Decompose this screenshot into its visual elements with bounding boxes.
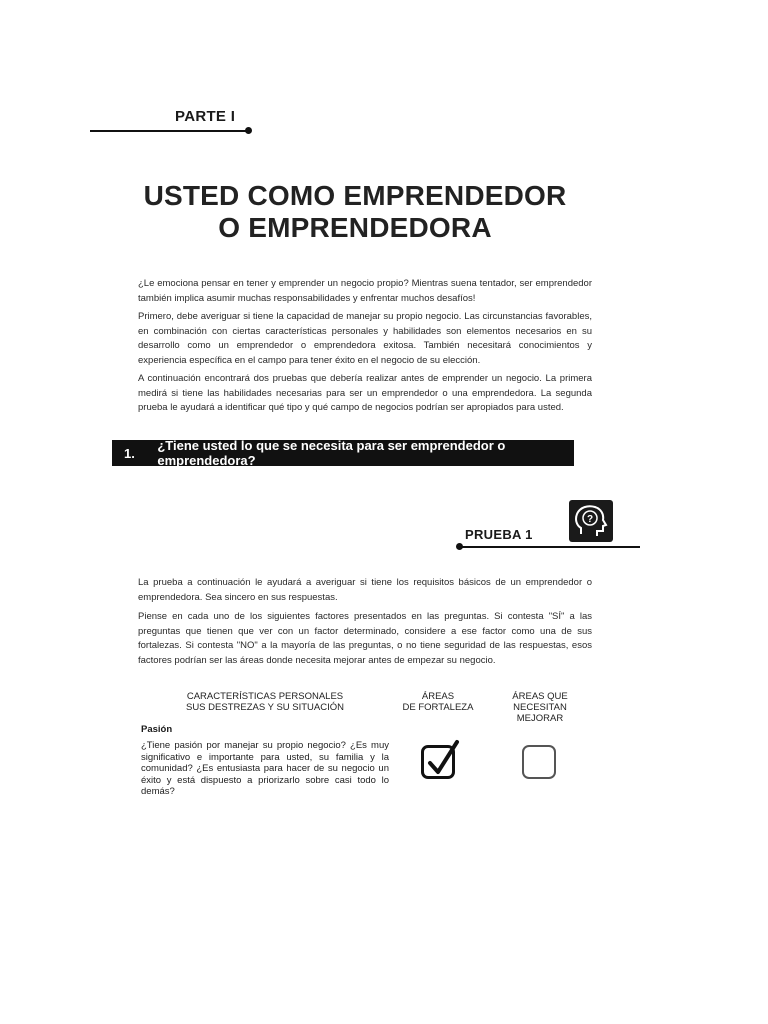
column-header-line: CARACTERÍSTICAS PERSONALES	[186, 691, 344, 702]
column-header-characteristics	[180, 691, 350, 713]
column-header-line: DE FORTALEZA	[402, 702, 474, 713]
section-heading-bar	[112, 440, 574, 466]
test-divider-dot	[456, 543, 463, 550]
part-divider	[90, 130, 250, 132]
svg-text:?: ?	[586, 514, 594, 525]
intro-paragraph: Primero, debe averiguar si tiene la capacidad de manejar su propio negocio. Las circunstancias favorables, en combinación con ciertas características personales y habilidades son elementos necesarios en su desarrollo como un emprendedor o emprendedora exitosa. También necesitará conocimientos y experiencia específica en el campo para tener éxito en el negocio de su elección.	[138, 311, 592, 366]
test-divider	[460, 546, 640, 548]
intro-paragraph: ¿Le emociona pensar en tener y emprender un negocio propio? Mientras suena tentador, ser emprendedor también implica asumir muchas responsabilidades y enfrentar muchos desafíos!	[138, 278, 592, 304]
column-header-line: SUS DESTREZAS Y SU SITUACIÓN	[185, 702, 345, 713]
part-label: PARTE I	[175, 108, 236, 125]
test-instructions	[138, 576, 592, 673]
column-header-line: ÁREAS QUE	[512, 691, 568, 702]
factor-question: ¿Tiene pasión por manejar su propio negocio? ¿Es muy significativo e importante para usted, su familia y la comunidad? ¿Es entusiasta para hacer de su negocio un éxito y está dispuesto a priorizarlo sobre casi todo lo demás?	[141, 740, 389, 797]
improve-checkbox[interactable]	[522, 745, 556, 779]
test-paragraph: La prueba a continuación le ayudará a averiguar si tiene los requisitos básicos de un emprendedor o emprendedora. Sea sincero en sus respuestas.	[138, 577, 592, 603]
part-divider-dot	[245, 127, 252, 134]
section-number: 1.	[124, 445, 135, 461]
intro-paragraph: A continuación encontrará dos pruebas que debería realizar antes de emprender un negocio. La primera medirá si tiene las habilidades necesarias para ser un emprendedor o una emprendedora. La segunda prueba le ayudará a identificar qué tipo y qué campo de negocios podrían ser apropiados para usted.	[138, 373, 592, 413]
head-question-icon	[569, 500, 613, 542]
factor-title: Pasión	[141, 724, 173, 735]
title-line-2: O EMPRENDEDORA	[218, 212, 492, 243]
intro-text	[138, 277, 592, 420]
section-title: ¿Tiene usted lo que se necesita para ser emprendedor o emprendedora?	[157, 438, 506, 468]
page-title	[110, 180, 600, 244]
checkmark-icon	[424, 736, 464, 785]
column-header-line: NECESITAN MEJORAR	[513, 702, 567, 724]
column-header-improve	[490, 691, 590, 724]
column-header-strengths	[398, 691, 478, 713]
test-paragraph: Piense en cada uno de los siguientes factores presentados en las preguntas. Si contesta "SÍ" a las preguntas que tienen que ver con un factor determinado, considere a ese factor como una de sus fortalezas. Si contesta "NO" a la mayoría de las preguntas, o no tiene seguridad de las respuestas, esos factores podrían ser las áreas donde necesita mejorar antes de empezar su negocio.	[138, 611, 592, 666]
title-line-1: USTED COMO EMPRENDEDOR	[143, 180, 567, 211]
test-label: PRUEBA 1	[465, 527, 533, 542]
column-header-line: ÁREAS	[421, 691, 455, 702]
